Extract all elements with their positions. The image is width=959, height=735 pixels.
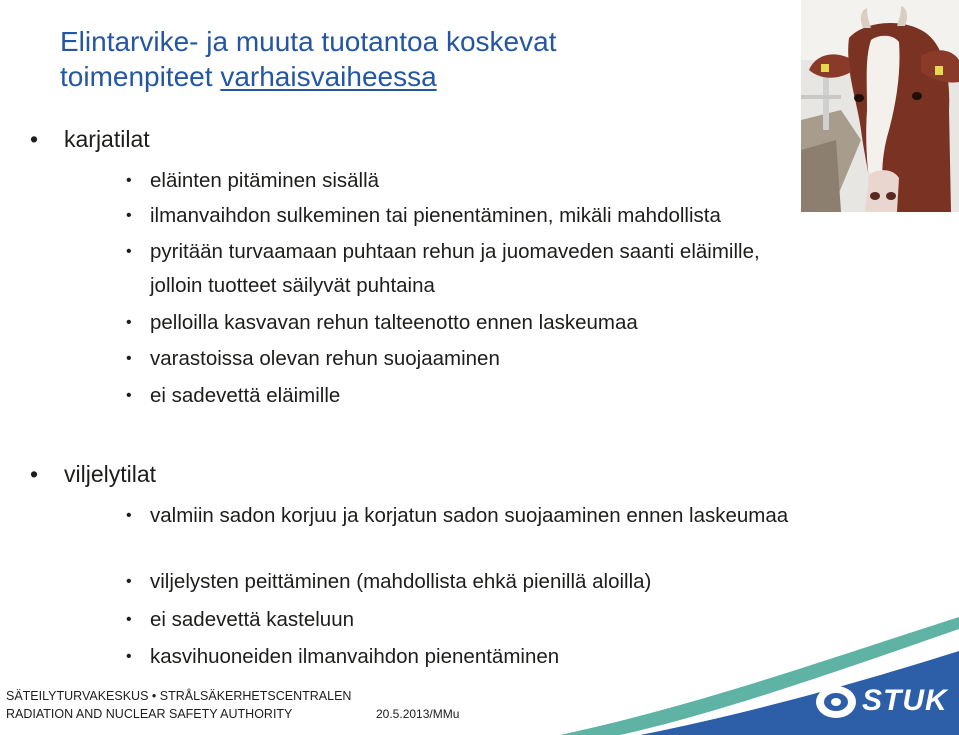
bullet-icon: • [126, 243, 132, 260]
slide-title-line2-prefix: toimenpiteet [60, 61, 221, 92]
list-item [126, 306, 846, 340]
bullet-icon: • [126, 648, 132, 665]
section-heading-text: karjatilat [64, 126, 150, 152]
slide-title-line1: Elintarvike- ja muuta tuotantoa koskevat [60, 26, 557, 57]
list-item [126, 199, 846, 233]
list-item [126, 164, 846, 198]
bullet-icon: • [126, 207, 132, 224]
bullet-icon: • [126, 573, 132, 590]
list-item [126, 235, 806, 303]
bullet-icon: • [126, 172, 132, 189]
list-item-text: ei sadevettä eläimille [150, 384, 341, 407]
list-item-text: pyritään turvaamaan puhtaan rehun ja juomaveden saanti eläimille, jolloin tuotteet säilyvät puhtaina [150, 240, 760, 297]
slide-title-underlined: varhaisvaiheessa [220, 61, 437, 92]
footer-date: 20.5.2013/MMu [376, 707, 460, 721]
list-item-text: viljelysten peittäminen (mahdollista ehkä pienillä aloilla) [150, 570, 652, 593]
footer-org-line1: SÄTEILYTURVAKESKUS • STRÅLSÄKERHETSCENTRALEN [6, 689, 352, 703]
bullet-icon: • [30, 126, 39, 152]
section-heading-text: viljelytilat [64, 461, 157, 487]
stuk-logo-text: STUK [862, 684, 948, 717]
slide-title-line2 [60, 59, 780, 94]
bullet-icon: • [126, 507, 132, 524]
list-item-text: varastoissa olevan rehun suojaaminen [150, 347, 500, 370]
bullet-icon: • [126, 611, 132, 628]
list-item-text: eläinten pitäminen sisällä [150, 169, 380, 192]
bullet-icon: • [126, 314, 132, 331]
footer-org-line2: RADIATION AND NUCLEAR SAFETY AUTHORITY [6, 707, 293, 721]
list-item [126, 565, 846, 599]
list-item [126, 499, 826, 533]
list-item [126, 379, 846, 413]
bullet-icon: • [126, 387, 132, 404]
bullet-icon: • [126, 350, 132, 367]
list-item [126, 342, 846, 376]
slide-title [60, 24, 780, 94]
list-item-text: ilmanvaihdon sulkeminen tai pienentäminen, mikäli mahdollista [150, 204, 721, 227]
list-item-text: ei sadevettä kasteluun [150, 608, 354, 631]
list-item-text: pelloilla kasvavan rehun talteenotto ennen laskeumaa [150, 311, 638, 334]
list-item-text: valmiin sadon korjuu ja korjatun sadon suojaaminen ennen laskeumaa [150, 504, 789, 527]
list-item-text: kasvihuoneiden ilmanvaihdon pienentäminen [150, 645, 560, 668]
bullet-icon: • [30, 461, 39, 487]
